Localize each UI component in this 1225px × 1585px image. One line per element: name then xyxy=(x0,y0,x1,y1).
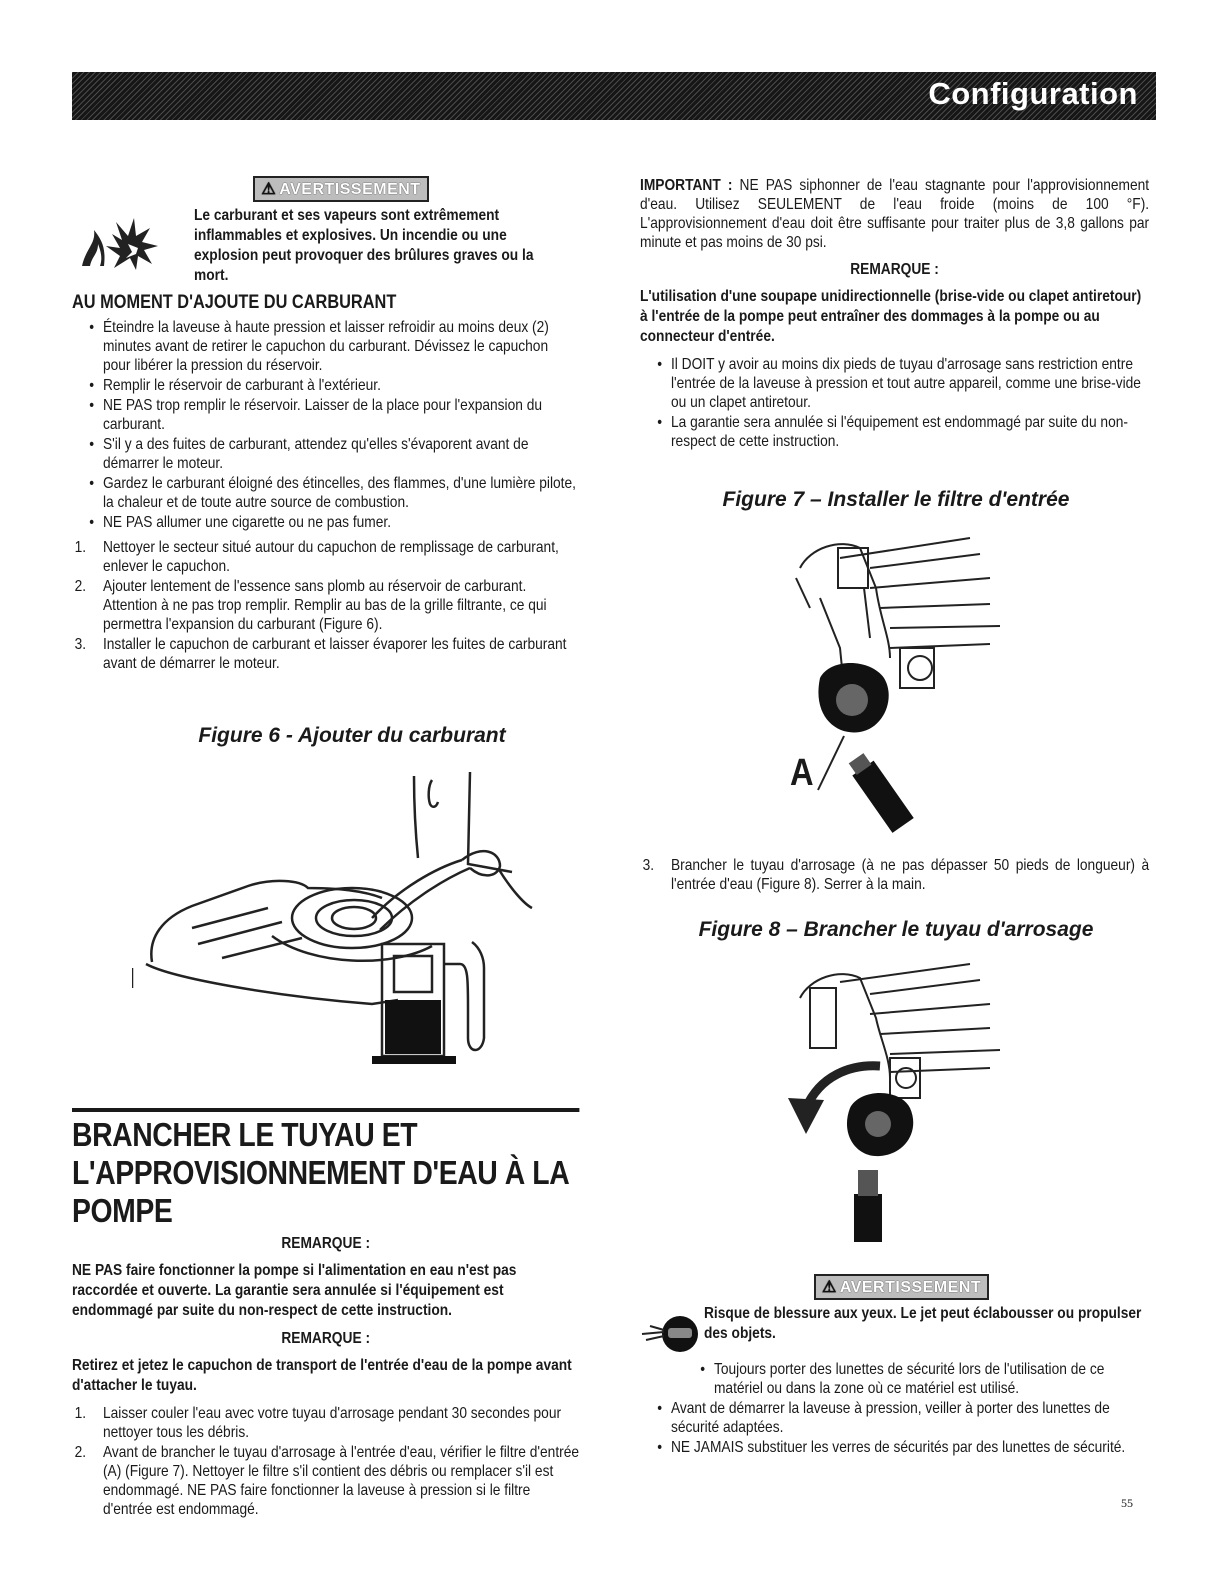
safety-bullets xyxy=(640,1360,1149,1458)
step-text: Installer le capuchon de carburant et laisser évaporer les fuites de carburant avant de démarrer le moteur. xyxy=(102,636,567,672)
step-text: Ajouter lentement de l'essence sans plomb au réservoir de carburant. Attention à ne pas trop remplir. Remplir au bas de la grille filtrante, ce qui permettra l'expansion du carburant (Figure 6). xyxy=(102,578,547,633)
right-bullets xyxy=(640,355,1149,451)
step-text: Avant de brancher le tuyau d'arrosage à l'entrée d'eau, vérifier le filtre d'entrée (A) (Figure 7). Nettoyer le filtre s'il contient des débris ou remplacer s'il est endommagé. NE PAS faire fonctionner la laveuse à pression si le filtre d'entrée est endommagé. xyxy=(102,1444,580,1518)
hose-section xyxy=(72,1108,580,1520)
remarque-label: REMARQUE : xyxy=(281,1330,371,1347)
warning-badge-label: AVERTISSEMENT xyxy=(279,181,421,198)
step-text: Nettoyer le secteur situé autour du capuchon de remplissage de carburant, enlever le capuchon. xyxy=(102,539,559,575)
step-number: 1. xyxy=(74,539,87,556)
remarque-text: L'utilisation d'une soupape unidirectionnelle (brise-vide ou clapet antiretour) à l'entrée de la pompe peut entraîner des dommages à la pompe ou au connecteur d'entrée. xyxy=(640,288,1142,345)
remarque-label: REMARQUE : xyxy=(281,1235,371,1252)
list-item: • NE PAS trop remplir le réservoir. Laisser de la place pour l'expansion du carburant. xyxy=(72,396,579,434)
step-number: 2. xyxy=(74,578,87,595)
hose-section-heading: BRANCHER LE TUYAU ET L'APPROVISIONNEMENT D'EAU À LA POMPE xyxy=(72,1108,579,1230)
warning-bullets xyxy=(640,1360,1149,1398)
step-number: 3. xyxy=(74,636,87,653)
eye-protection-icon xyxy=(640,1308,704,1360)
final-bullets xyxy=(640,1399,1149,1457)
list-item: • NE JAMAIS substituer les verres de sécurités par des lunettes de sécurité. xyxy=(640,1438,1149,1457)
list-item: • Toujours porter des lunettes de sécurité lors de l'utilisation de ce matériel ou dans la zone où ce matériel est utilisé. xyxy=(683,1360,1149,1398)
step-number: 2. xyxy=(74,1444,87,1461)
list-item: • S'il y a des fuites de carburant, attendez qu'elles s'évaporent avant de démarrer le moteur. xyxy=(72,435,579,473)
important-paragraph xyxy=(640,176,1149,252)
figure8-caption: Figure 8 – Brancher le tuyau d'arrosage xyxy=(698,918,1094,941)
list-item: • NE PAS allumer une cigarette ou ne pas fumer. xyxy=(72,513,579,532)
fuel-section xyxy=(72,292,579,673)
list-item xyxy=(72,577,579,634)
section-title: Configuration xyxy=(928,76,1138,111)
fire-warning xyxy=(72,206,580,286)
page-number: 55 xyxy=(1121,1496,1133,1510)
fuel-steps xyxy=(72,538,579,673)
step-number: 3. xyxy=(642,857,655,874)
hose-step3 xyxy=(640,856,1149,894)
step3-block xyxy=(640,856,1149,895)
list-item xyxy=(72,538,579,576)
remarque-text: Retirez et jetez le capuchon de transport de l'entrée d'eau de la pompe avant d'attacher le tuyau. xyxy=(72,1357,572,1394)
list-item xyxy=(72,1443,579,1519)
hose-remarks xyxy=(72,1234,579,1519)
warning-badge-wrap xyxy=(102,176,580,202)
list-item: • La garantie sera annulée si l'équipement est endommagé par suite du non-respect de cette instruction. xyxy=(640,413,1149,451)
header-banner xyxy=(72,72,1156,120)
warning-triangle-icon: ⚠ xyxy=(261,181,277,198)
important-label: IMPORTANT : xyxy=(640,177,733,194)
warning-badge xyxy=(814,1274,989,1300)
list-item: • Avant de démarrer la laveuse à pression, veiller à porter des lunettes de sécurité adaptées. xyxy=(640,1399,1149,1437)
warning-badge xyxy=(253,176,428,202)
list-item: • Gardez le carburant éloigné des étincelles, des flammes, d'une lumière pilote, la chaleur et de toute autre source de combustion. xyxy=(72,474,579,512)
list-item: • Il DOIT y avoir au moins dix pieds de tuyau d'arrosage sans restriction entre l'entrée de la laveuse à pression et tout autre appareil, comme une brise-vide ou un clapet antiretour. xyxy=(640,355,1149,412)
figure8-hose-illustration xyxy=(780,958,1020,1258)
warning-badge-wrap xyxy=(814,1274,982,1300)
important-block xyxy=(640,176,1149,451)
warning-triangle-icon: ⚠ xyxy=(822,1279,837,1296)
eye-warning-text: Risque de blessure aux yeux. Le jet peut éclabousser ou propulser des objets. xyxy=(704,1305,1142,1342)
step-text: Laisser couler l'eau avec votre tuyau d'arrosage pendant 30 secondes pour nettoyer tous les débris. xyxy=(102,1405,562,1441)
figure6-fuel-illustration xyxy=(132,768,592,1068)
list-item xyxy=(640,856,1149,894)
remarque-text: NE PAS faire fonctionner la pompe si l'alimentation en eau n'est pas raccordée et ouverte. La garantie sera annulée si l'équipement est endommagé par suite du non-respect de cette instruction. xyxy=(72,1262,517,1319)
figure7-filter-illustration xyxy=(780,528,1020,838)
fire-warning-text: Le carburant et ses vapeurs sont extrêmement inflammables et explosives. Un incendie ou une explosion peut provoquer des brûlures graves ou la mort. xyxy=(194,207,534,284)
figure6-caption: Figure 6 - Ajouter du carburant xyxy=(198,724,506,747)
remarque-label: REMARQUE : xyxy=(850,261,939,278)
fuel-section-title: AU MOMENT D'AJOUTE DU CARBURANT xyxy=(72,292,397,313)
important-text: NE PAS siphonner de l'eau stagnante pour l'approvisionnement d'eau. Utilisez SEULEMENT de l'eau froide (moins de 100 °F). L'approvisionnement d'eau doit être suffisante pour traiter plus de 3,8 gallons par minute et pas moins de 30 psi. xyxy=(640,177,1150,251)
right-column xyxy=(640,176,1152,1456)
step-number: 1. xyxy=(74,1405,87,1422)
fuel-bullets xyxy=(72,318,579,532)
list-item: • Remplir le réservoir de carburant à l'extérieur. xyxy=(72,376,579,395)
left-column xyxy=(72,176,580,1518)
hose-steps xyxy=(72,1404,579,1519)
step-text: Brancher le tuyau d'arrosage (à ne pas dépasser 50 pieds de longueur) à l'entrée d'eau (Figure 8). Serrer à la main. xyxy=(670,857,1150,893)
warning-badge-label: AVERTISSEMENT xyxy=(839,1279,982,1296)
list-item xyxy=(72,635,579,673)
list-item: • Éteindre la laveuse à haute pression et laisser refroidir au moins deux (2) minutes avant de retirer le capuchon du carburant. Dévissez le capuchon pour libérer la pression du réservoir. xyxy=(72,318,579,375)
fire-explosion-icon xyxy=(76,214,184,272)
figure7-label-a: A xyxy=(790,752,814,794)
list-item xyxy=(72,1404,579,1442)
figure7-caption: Figure 7 – Installer le filtre d'entrée xyxy=(722,488,1070,511)
